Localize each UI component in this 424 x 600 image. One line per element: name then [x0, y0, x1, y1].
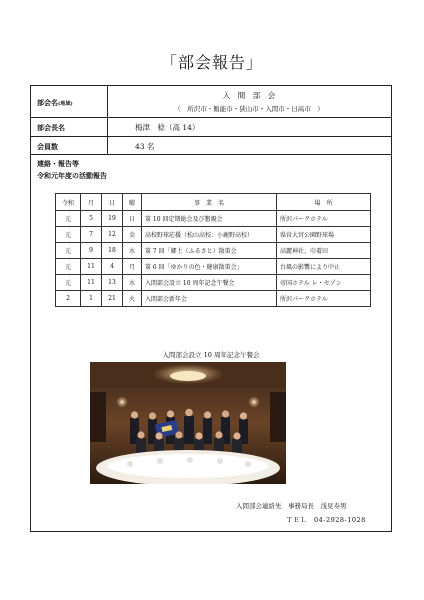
report-form	[30, 85, 392, 532]
events-header-row	[56, 194, 371, 211]
group-photo	[90, 362, 286, 484]
members-row	[31, 137, 391, 155]
col-day: 日	[102, 194, 123, 211]
col-event: 事 業 名	[142, 194, 277, 211]
chief-label: 部会長名	[37, 123, 65, 132]
table-row: 2 1 21 火 入間部会新年会 所沢パークホテル	[56, 291, 371, 307]
chief-row	[31, 118, 391, 137]
bukai-name: 入 間 部 会	[222, 91, 276, 100]
contact-line-1: 入間部会連絡先 事務局長 浅見寿男	[236, 502, 347, 510]
page-title: 「部会報告」	[160, 53, 263, 72]
bukai-row	[31, 86, 391, 118]
chief-value: 梅津 稔（高 14）	[135, 123, 200, 132]
photo-caption: 入間部会設立 10 周年記念午餐会	[162, 351, 260, 359]
col-reiwa: 令和	[56, 194, 81, 211]
bukai-label: 部会名	[37, 98, 58, 107]
bukai-area: （ 所沢市・飯能市・狭山市・入間市・日高市 ）	[174, 105, 324, 113]
report-label: 連絡・報告等	[37, 159, 79, 168]
table-row: 元 7 12 金 高校野球応援（松山高校：小鹿野高校） 県営大宮公園野球場	[56, 227, 371, 243]
contact-line-2: ＴＥＬ 04-2928-1028	[286, 516, 366, 524]
members-value: 43 名	[135, 142, 155, 151]
column-divider	[107, 86, 108, 155]
col-weekday: 曜	[123, 194, 142, 211]
col-month: 月	[81, 194, 102, 211]
members-label: 会員数	[37, 142, 58, 151]
col-place: 場 所	[277, 194, 371, 211]
table-row: 元 11 13 水 入間部会設立 10 周年記念午餐会 帝国ホテル レ・セゾン	[56, 275, 371, 291]
table-row: 元 9 18 水 第 7 回「郷土（ふるさと）散策会 高麗神社、巾着田	[56, 243, 371, 259]
report-subtitle: 令和元年度の活動報告	[37, 171, 107, 180]
table-row: 元 11 4 月 第 6 回「ゆかりの色・健康散策会」 台風の影響により中止	[56, 259, 371, 275]
events-table	[55, 193, 371, 307]
table-row: 元 5 19 日 第 10 回定期総会及び懇親会 所沢パークホテル	[56, 211, 371, 227]
bukai-sublabel: (地域)	[58, 101, 73, 107]
